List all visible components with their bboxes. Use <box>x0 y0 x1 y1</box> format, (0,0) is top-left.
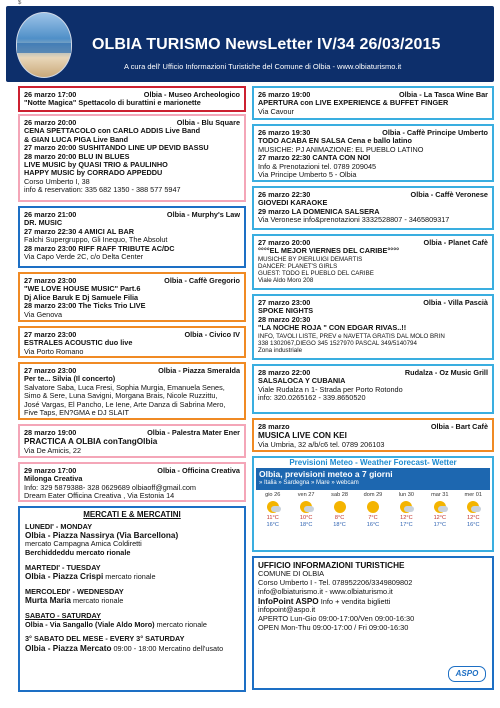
office-subtitle: COMUNE DI OLBIA <box>258 569 325 579</box>
event-murphys-law <box>18 206 246 268</box>
market-place: Berchiddeddu mercato rionale <box>25 547 131 557</box>
weather-title: Previsioni Meteo - Weather Forecast- Wetter <box>289 458 457 467</box>
event-venue: Olbia - Palestra Mater Ener <box>147 429 240 437</box>
event-bart-cafe <box>252 418 494 452</box>
event-line: 28 marzo 20:00 BLU IN BLUES <box>24 152 130 161</box>
sun-icon <box>334 501 346 513</box>
event-line: Simo & Sere, Luna Savigni, Morgana Brais, Nicole Ruzzittu, <box>24 392 218 401</box>
event-info: Via Veronese info&prenotazioni 3332528807 - 3465809317 <box>258 216 450 225</box>
weather-banner-title: Olbia, previsioni meteo a 7 giorni <box>259 469 393 479</box>
event-line: APERTURA con LIVE EXPERIENCE & BUFFET FINGER <box>258 99 449 108</box>
event-address: Via Porto Romano <box>24 347 84 356</box>
event-officina-creativa <box>18 462 246 502</box>
newsletter-subtitle: A cura dell' Ufficio Informazioni Turistiche del Comune di Olbia - www.olbiaturismo.it <box>124 62 402 71</box>
opening-hours-en: OPEN Mon-Thu 09:00-17:00 / Fri 09:00-16:30 <box>258 623 409 632</box>
event-museo-archeologico <box>18 86 246 112</box>
event-venue: Olbia - Officina Creativa <box>157 467 240 475</box>
temp-value: 12°C <box>400 515 413 521</box>
office-address: Corso Umberto I - Tel. 078952206/3349809802 <box>258 579 413 587</box>
event-title: "Notte Magica" Spettacolo di burattini e marionette <box>24 99 201 108</box>
event-caffe-gregorio <box>18 272 246 322</box>
event-info: info & reservation: 335 682 1350 - 388 577 5947 <box>24 186 181 195</box>
event-line: Falchi Supergruppo, Gli Inequo, The Absolut <box>24 236 168 245</box>
event-date: 27 marzo 23:00 <box>258 299 311 307</box>
event-line: 27 marzo 22:30 4 AMICI AL BAR <box>24 227 135 236</box>
event-villa-pascia <box>252 294 494 360</box>
markets-title: MERCATI E & MERCATINI <box>83 510 181 519</box>
weather-breadcrumb[interactable]: » Italia » Sardegna » Mare » webcam <box>259 480 359 486</box>
event-date: 26 marzo 22:30 <box>258 191 311 199</box>
market-day: SABATO - SATURDAY <box>25 610 101 620</box>
event-line: GUEST: TODO EL PUEBLO DEL CARIBE <box>258 270 374 278</box>
day-label: sab 28 <box>331 492 348 498</box>
day-label: dom 29 <box>363 492 383 498</box>
office-contacts[interactable]: info@olbiaturismo.it - www.olbiaturismo.it <box>258 587 393 596</box>
event-address: Dream Eater Officina Creativa , Via Estonia 14 <box>24 492 175 501</box>
event-line: 29 marzo LA DOMENICA SALSERA <box>258 207 380 216</box>
market-place: Olbia - Piazza Mercato <box>25 643 112 653</box>
office-title: UFFICIO INFORMAZIONI TURISTICHE <box>258 561 405 570</box>
olbia-beach-logo <box>16 12 72 78</box>
event-address: Via Capo Verde 2C, c/o Delta Center <box>24 253 144 262</box>
event-line: Per te... Silvia (Il concerto) <box>24 375 116 384</box>
weather-day <box>457 492 490 529</box>
event-venue: Rudalza - Oz Music Grill <box>404 369 488 377</box>
partly-cloudy-icon <box>300 501 312 513</box>
event-address: Zona industriale <box>258 347 303 355</box>
event-date: 28 marzo 19:00 <box>24 429 77 437</box>
event-line: Five Taps, EN?GMA e DJ SLAIT <box>24 409 129 418</box>
market-desc: 09:00 - 18:00 Mercatino dell'usato <box>113 643 224 653</box>
event-line: "LA NOCHE ROJA " CON EDGAR RIVAS..!! <box>258 324 407 333</box>
page-mark: $ <box>18 0 22 6</box>
event-line: 28 marzo 23:00 The Ticks Trio LIVE <box>24 302 146 311</box>
event-venue: Olbia - Blu Square <box>176 119 240 127</box>
temp-value: 12°C <box>466 515 480 521</box>
event-date: 27 marzo 20:00 <box>258 239 311 247</box>
event-line: CENA SPETTACOLO con CARLO ADDIS Live Band <box>24 127 201 136</box>
event-line: SPOKE NIGHTS <box>258 307 314 316</box>
event-venue: Olbia - Villa Pascià <box>423 299 488 307</box>
infopoint-name: InfoPoint ASPO <box>258 596 319 606</box>
market-desc: mercato rionale <box>105 572 156 582</box>
event-line: & GIAN LUCA PIGA Live Band <box>24 135 129 144</box>
event-address: Corso Umberto I, 38 <box>24 177 90 186</box>
event-line: DR. MUSIC <box>24 219 63 228</box>
infopoint-desc: Info + vendita biglietti <box>320 596 391 606</box>
partly-cloudy-icon <box>400 501 412 513</box>
event-venue: Olbia - Planet Cafè <box>423 239 488 247</box>
temp-value: 16°C <box>366 522 380 528</box>
event-info: 338 1302067,DIEGO 345 1527970 PASCAL 349/5140794 <box>258 339 417 347</box>
event-line: MUSICHE BY PIERLUIGI DEMARTIS <box>258 255 363 263</box>
sun-icon <box>367 501 379 513</box>
market-day: MERCOLEDI' - WEDNESDAY <box>25 586 124 596</box>
event-oz-music-grill <box>252 364 494 414</box>
event-line: 28 marzo 20:30 <box>258 315 311 324</box>
day-label: mer 01 <box>464 492 482 498</box>
newsletter-title: OLBIA TURISMO NewsLetter IV/34 26/03/2015 <box>92 36 441 53</box>
event-venue: Olbia - Caffè Veronese <box>410 191 488 199</box>
event-date: 26 marzo 21:00 <box>24 211 77 219</box>
event-line: DANCER: PLANET'S GIRLS <box>258 263 338 271</box>
event-info: INFO, TAVOLI LISTE, PREV e NAVETTA GRATIS DAL MOLO BRIN <box>258 332 445 340</box>
temp-value: 11°C <box>266 515 279 521</box>
event-line: SALSALOCA Y CUBANIA <box>258 377 346 386</box>
event-date: 26 marzo 19:00 <box>258 91 311 99</box>
day-label: gio 26 <box>265 492 281 498</box>
market-desc: mercato Campagna Amica Coldiretti <box>25 539 142 549</box>
temp-value: 17°C <box>400 522 413 528</box>
temp-value: 17°C <box>433 522 447 528</box>
tourist-office-panel <box>252 556 494 690</box>
infopoint-email[interactable]: infopoint@aspo.it <box>258 606 316 615</box>
event-line: Dj Alice Baruk E Dj Samuele Filia <box>24 293 139 302</box>
event-info: info: 320.0265162 - 339.8650520 <box>258 394 366 403</box>
weather-days <box>256 492 490 529</box>
day-label: ven 27 <box>297 492 315 498</box>
temp-value: 12°C <box>433 515 447 521</box>
temp-value: 8°C <box>334 515 345 521</box>
aspo-logo: ASPO <box>448 666 486 682</box>
weather-day <box>423 492 456 529</box>
event-line: 27 marzo 20:00 SUSHITANDO LINE UP DEVID BASSU <box>24 144 209 153</box>
event-planet-cafe <box>252 234 494 290</box>
market-place: Olbia - Piazza Nassirya (Via Barcellona) <box>25 531 179 541</box>
event-line: HAPPY MUSIC by CORRADO APPEDDU <box>24 169 163 178</box>
event-principe-umberto <box>252 124 494 182</box>
event-address: Via Cavour <box>258 107 294 116</box>
event-la-tasca <box>252 86 494 120</box>
event-date: 26 marzo 17:00 <box>24 91 77 99</box>
market-place: Olbia - Piazza Crispi <box>25 572 104 582</box>
event-date: 26 marzo 19:30 <box>258 129 311 137</box>
event-date: 28 marzo <box>258 423 290 431</box>
event-line: TODO ACABA EN SALSA Cena e ballo latino <box>258 137 412 146</box>
event-venue: Olbia - Museo Archeologico <box>143 91 240 99</box>
event-line: PRACTICA A OLBIA conTangOlbia <box>24 437 158 447</box>
event-date: 26 marzo 20:00 <box>24 119 77 127</box>
temp-value: 16°C <box>266 522 279 528</box>
partly-cloudy-icon <box>434 501 446 513</box>
event-venue: Olbia - Caffè Gregorio <box>164 277 240 285</box>
weather-day <box>256 492 289 529</box>
temp-value: 18°C <box>299 522 313 528</box>
temp-value: 16°C <box>466 522 480 528</box>
event-date: 29 marzo 17:00 <box>24 467 77 475</box>
day-label: mar 31 <box>431 492 449 498</box>
opening-hours-it: APERTO Lun-Gio 09:00-17:00/Ven 09:00-16:30 <box>258 615 415 624</box>
market-day: MARTEDI' - TUESDAY <box>25 562 101 572</box>
event-line: LIVE MUSIC by QUASI TRIO & PAULINHO <box>24 161 168 170</box>
event-line: 27 marzo 22:30 CANTA CON NOI <box>258 154 371 163</box>
event-date: 27 marzo 23:00 <box>24 277 77 285</box>
event-line: °°°°EL MEJOR VIERNES DEL CARIBE°°°° <box>258 247 400 256</box>
event-venue: Olbia - La Tasca Wine Bar <box>398 91 488 99</box>
event-address: Viale Aldo Moro 208 <box>258 277 314 285</box>
temp-value: 7°C <box>368 515 378 521</box>
event-civico-iv <box>18 326 246 358</box>
weather-day <box>390 492 423 529</box>
event-line: "WE LOVE HOUSE MUSIC" Part.6 <box>24 285 141 294</box>
markets-panel <box>18 506 246 692</box>
event-venue: Olbia - Piazza Smeralda <box>158 367 240 375</box>
event-line: 28 marzo 23:00 RIFF RAFF TRIBUTE AC/DC <box>24 244 175 253</box>
market-day: LUNEDI' - MONDAY <box>25 521 93 531</box>
event-date: 27 marzo 23:00 <box>24 331 77 339</box>
weather-banner[interactable] <box>256 468 490 490</box>
event-line: MUSICHE: PJ ANIMAZIONE: EL PUEBLO LATINO <box>258 145 424 154</box>
weather-day <box>323 492 356 529</box>
market-desc: mercato rionale <box>72 596 124 606</box>
event-line: ESTRALES ACOUSTIC duo live <box>24 339 133 348</box>
event-address: Viale Rudalza n 1- Strada per Porto Rotondo <box>258 385 403 394</box>
market-desc: mercato rionale <box>156 620 207 629</box>
event-venue: Olbia - Bart Cafè <box>430 423 488 431</box>
event-line: Salvatore Saba, Luca Fresi, Sophia Murgia, Emanuela Senes, <box>24 383 225 392</box>
day-label: lun 30 <box>398 492 415 498</box>
event-address: Via De Amicis, 22 <box>24 446 82 455</box>
event-caffe-veronese <box>252 186 494 230</box>
event-line: José Vargas, El Pancho, Le Iene, Arte Danza di Sabrina Mero, <box>24 400 226 409</box>
event-address: Via Principe Umberto 5 - Olbia <box>258 171 357 180</box>
event-palestra-mater <box>18 424 246 458</box>
event-venue: Olbia - Civico IV <box>184 331 240 339</box>
weather-day <box>356 492 389 529</box>
temp-value: 10°C <box>299 515 313 521</box>
event-date: 27 marzo 23:00 <box>24 367 77 375</box>
market-place: Murta Maria <box>25 596 71 606</box>
event-line: MUSICA LIVE CON KEI <box>258 431 347 441</box>
weather-forecast-panel <box>252 456 494 552</box>
event-address: Via Genova <box>24 310 62 319</box>
event-venue: Olbia - Murphy's Law <box>166 211 240 219</box>
market-place: Olbia - Via Sangallo (Viale Aldo Moro) <box>25 620 155 629</box>
temp-value: 18°C <box>333 522 346 528</box>
event-piazza-smeralda <box>18 362 246 420</box>
event-info: Info: 329 5879388- 328 0629689 olbiaoff@gmail.com <box>24 483 196 492</box>
event-line: GIOVEDI KARAOKE <box>258 199 328 208</box>
partly-cloudy-icon <box>267 501 279 513</box>
event-address: Via Umbria, 32 a/b/c6 tel. 0789 206103 <box>258 440 385 449</box>
event-venue: Olbia - Caffè Principe Umberto <box>382 129 488 137</box>
partly-cloudy-icon <box>467 501 479 513</box>
event-info: Info & Prenotazioni tel. 0789 209045 <box>258 162 377 171</box>
market-day: 3° SABATO DEL MESE - EVERY 3° SATURDAY <box>25 634 185 644</box>
event-blu-square <box>18 114 246 202</box>
event-date: 28 marzo 22:00 <box>258 369 311 377</box>
weather-day <box>289 492 322 529</box>
newsletter-header <box>6 6 494 82</box>
event-line: Milonga Creativa <box>24 475 83 484</box>
